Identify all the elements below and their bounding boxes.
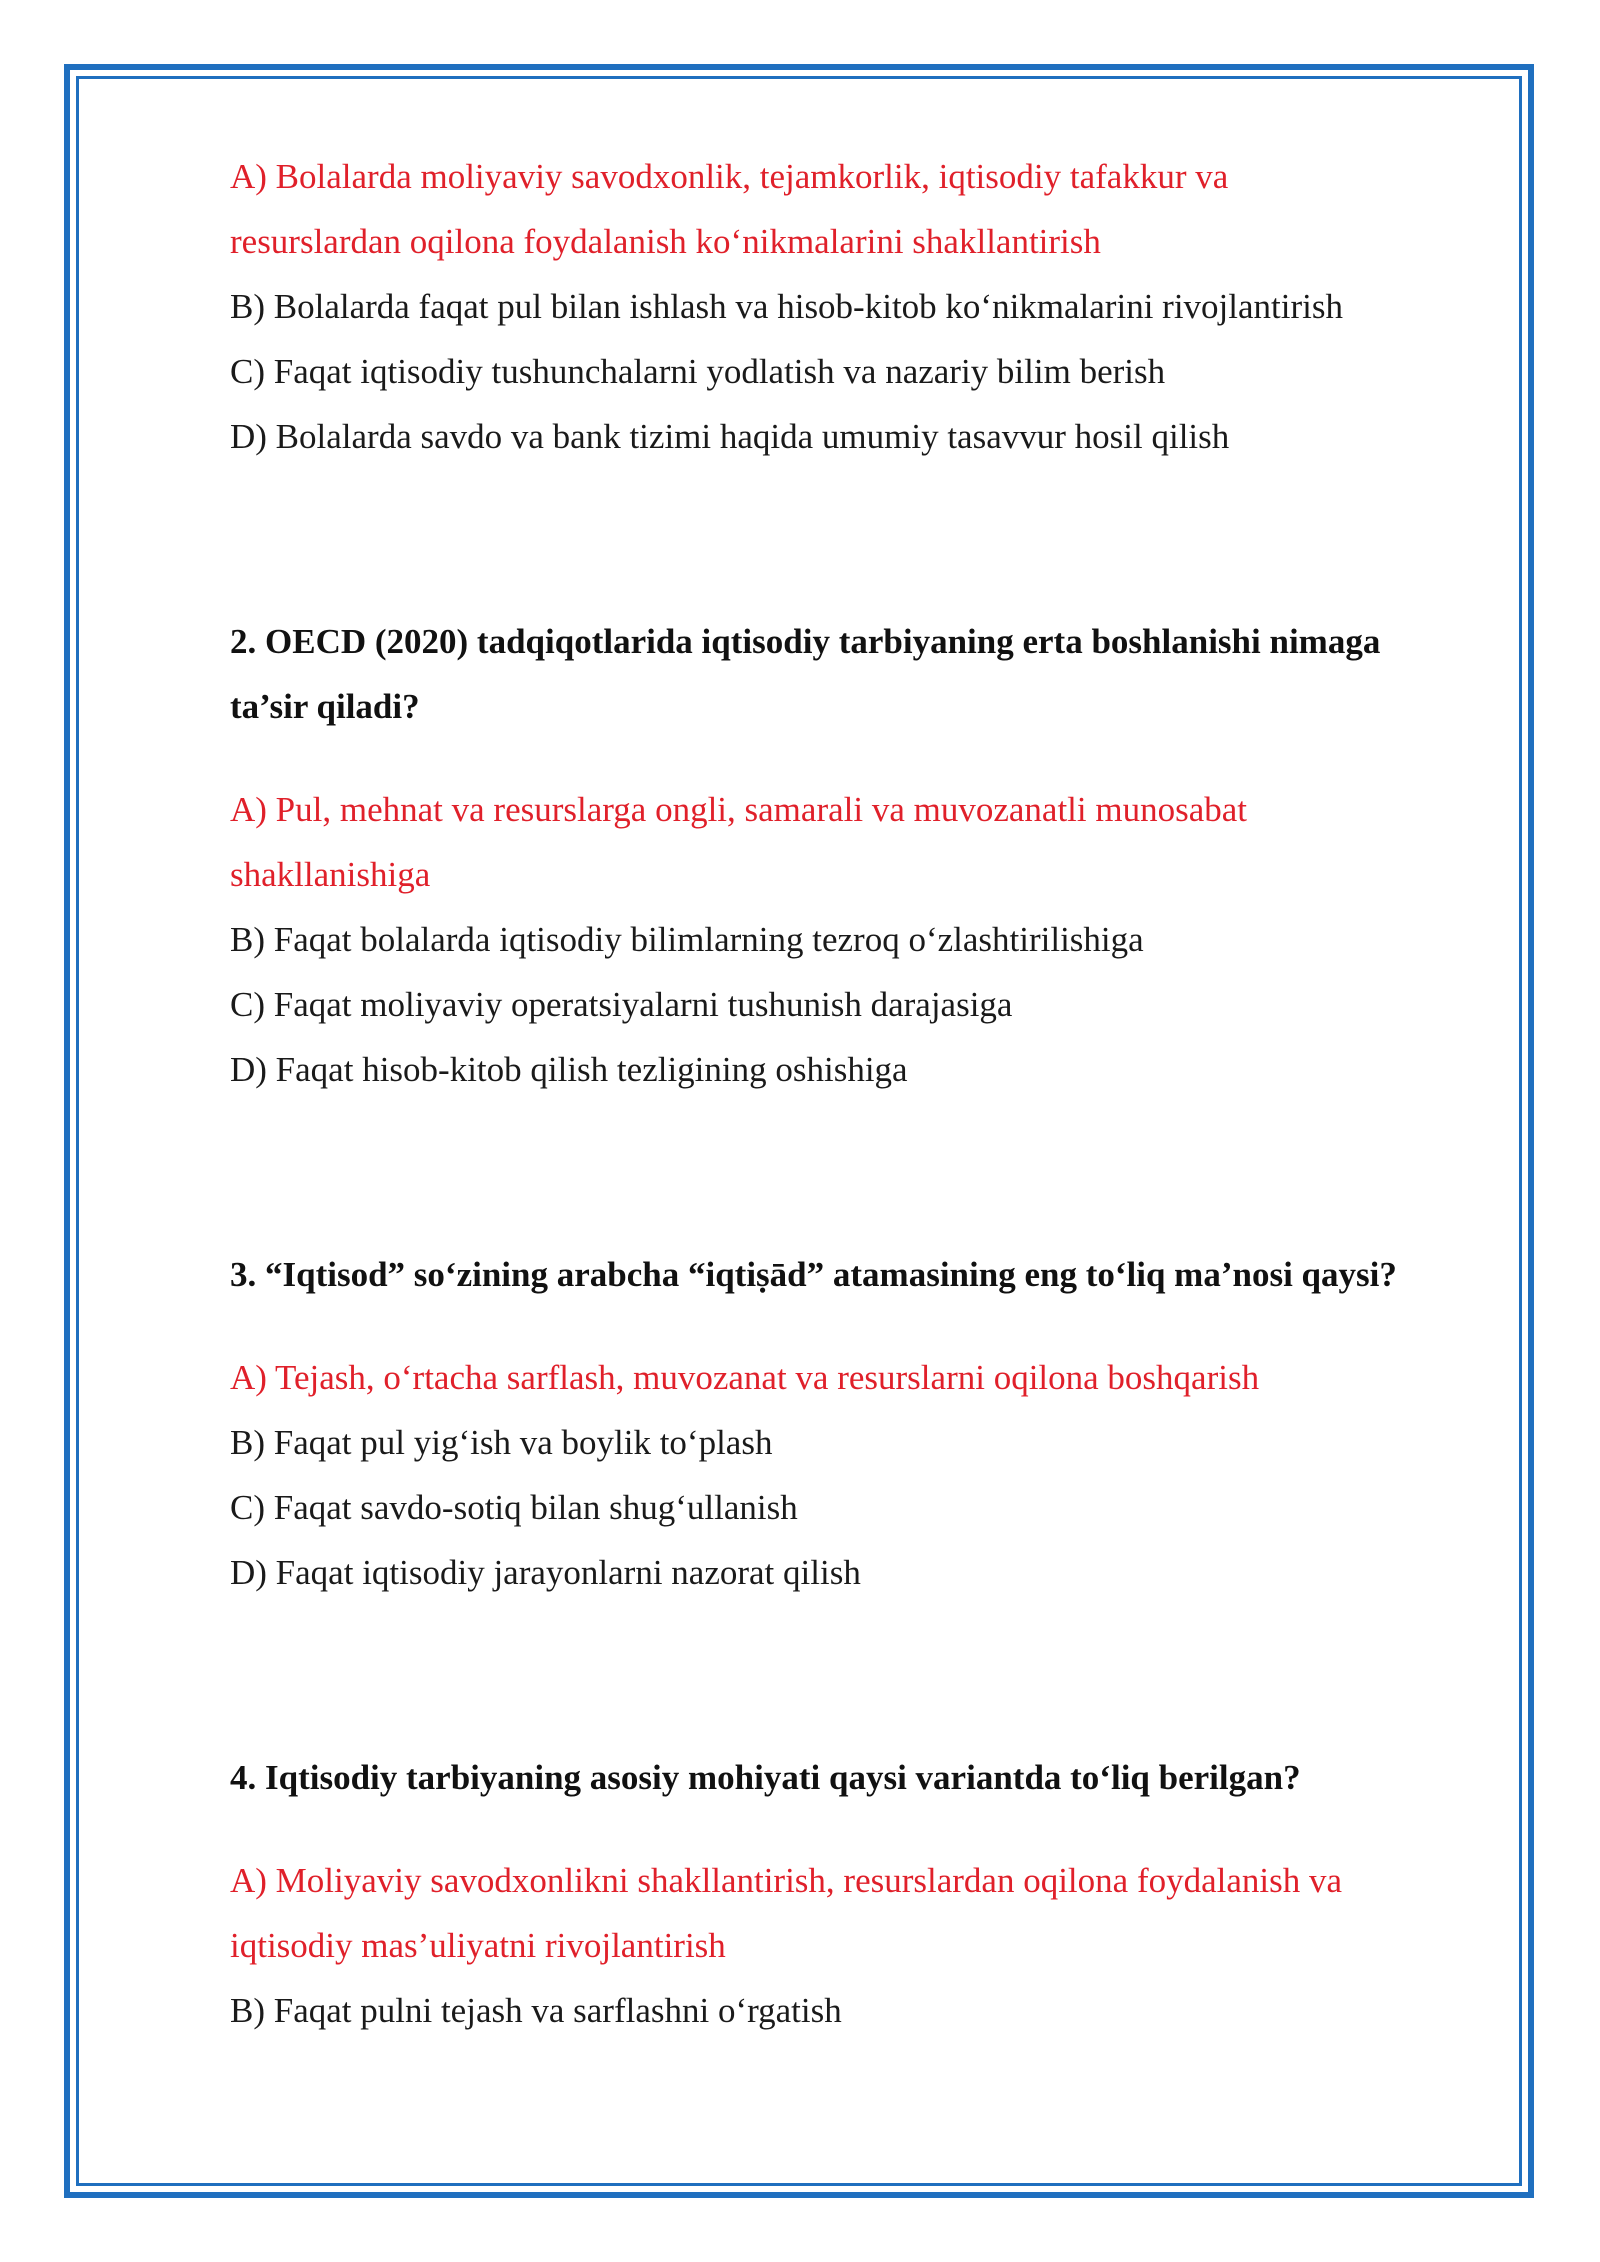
q3-option-c: C) Faqat savdo-sotiq bilan shug‘ullanish — [230, 1488, 798, 1527]
q1-option-a-line-1: A) Bolalarda moliyaviy savodxonlik, tejamkorlik, iqtisodiy tafakkur va — [230, 157, 1229, 196]
q1-option-a-line-2: resurslardan oqilona foydalanish ko‘nikmalarini shakllantirish — [230, 222, 1101, 261]
q1-option-d: D) Bolalarda savdo va bank tizimi haqida umumiy tasavvur hosil qilish — [230, 417, 1230, 456]
q3-option-b: B) Faqat pul yig‘ish va boylik to‘plash — [230, 1423, 773, 1462]
q4-option-b: B) Faqat pulni tejash va sarflashni o‘rgatish — [230, 1991, 842, 2030]
q3-question: 3. “Iqtisod” so‘zining arabcha “iqtiṣād” atamasining eng to‘liq ma’nosi qaysi? — [230, 1255, 1397, 1294]
q4-option-a-line-2: iqtisodiy mas’uliyatni rivojlantirish — [230, 1926, 726, 1965]
q2-option-d: D) Faqat hisob-kitob qilish tezligining oshishiga — [230, 1050, 908, 1089]
q4-option-a-line-1: A) Moliyaviy savodxonlikni shakllantirish, resurslardan oqilona foydalanish va — [230, 1861, 1343, 1900]
q2-question-line-2: ta’sir qiladi? — [230, 687, 420, 726]
q2-option-a-line-2: shakllanishiga — [230, 855, 431, 894]
q3-option-d: D) Faqat iqtisodiy jarayonlarni nazorat qilish — [230, 1553, 861, 1592]
q1-option-b: B) Bolalarda faqat pul bilan ishlash va hisob-kitob ko‘nikmalarini rivojlantirish — [230, 287, 1343, 326]
q2-option-c: C) Faqat moliyaviy operatsiyalarni tushunish darajasiga — [230, 985, 1013, 1024]
q2-option-b: B) Faqat bolalarda iqtisodiy bilimlarning tezroq o‘zlashtirilishiga — [230, 920, 1144, 959]
q4-question: 4. Iqtisodiy tarbiyaning asosiy mohiyati qaysi variantda to‘liq berilgan? — [230, 1758, 1301, 1797]
q2-question-line-1: 2. OECD (2020) tadqiqotlarida iqtisodiy tarbiyaning erta boshlanishi nimaga — [230, 622, 1381, 661]
q2-option-a-line-1: A) Pul, mehnat va resurslarga ongli, samarali va muvozanatli munosabat — [230, 790, 1247, 829]
q3-option-a: A) Tejash, o‘rtacha sarflash, muvozanat va resurslarni oqilona boshqarish — [230, 1358, 1260, 1397]
q1-option-c: C) Faqat iqtisodiy tushunchalarni yodlatish va nazariy bilim berish — [230, 352, 1166, 391]
